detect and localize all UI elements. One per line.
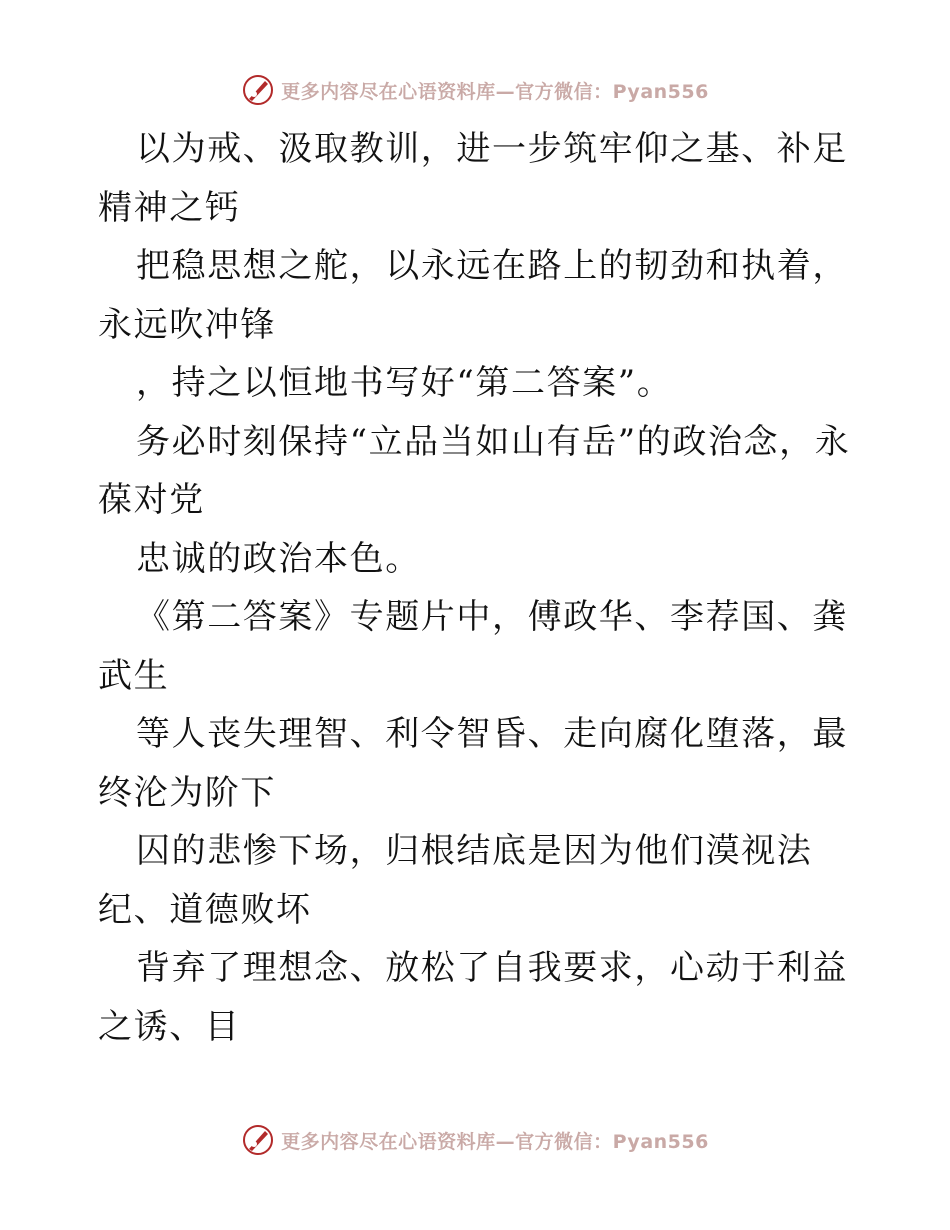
pen-logo-icon bbox=[241, 1123, 275, 1157]
paragraph: 把稳思想之舵，以永远在路上的韧劲和执着，永远吹冲锋 bbox=[98, 246, 848, 345]
paragraph: 《第二答案》专题片中，傅政华、李荐国、龚武生 bbox=[98, 597, 848, 696]
paragraph: 务必时刻保持“立品当如山有岳”的政治念，永葆对党 bbox=[98, 421, 851, 520]
paragraph: 以为戒、汲取教训，进一步筑牢仰之基、补足精神之钙 bbox=[98, 129, 848, 228]
pen-logo-icon bbox=[241, 73, 275, 107]
watermark-text: 更多内容尽在心语资料库—官方微信：Pyan556 bbox=[281, 1130, 709, 1153]
paragraph: 囚的悲惨下场，归根结底是因为他们漠视法纪、道德败坏 bbox=[98, 831, 813, 930]
watermark-text: 更多内容尽在心语资料库—官方微信：Pyan556 bbox=[281, 80, 709, 103]
paragraph: 等人丧失理智、利令智昏、走向腐化堕落，最终沦为阶下 bbox=[98, 714, 848, 813]
paragraph: ，持之以恒地书写好“第二答案”。 bbox=[136, 363, 673, 403]
document-body bbox=[98, 120, 858, 1056]
header-watermark bbox=[0, 70, 950, 110]
paragraph: 背弃了理想念、放松了自我要求，心动于利益之诱、目 bbox=[98, 948, 848, 1047]
footer-watermark bbox=[0, 1120, 950, 1160]
paragraph: 忠诚的政治本色。 bbox=[136, 538, 421, 579]
